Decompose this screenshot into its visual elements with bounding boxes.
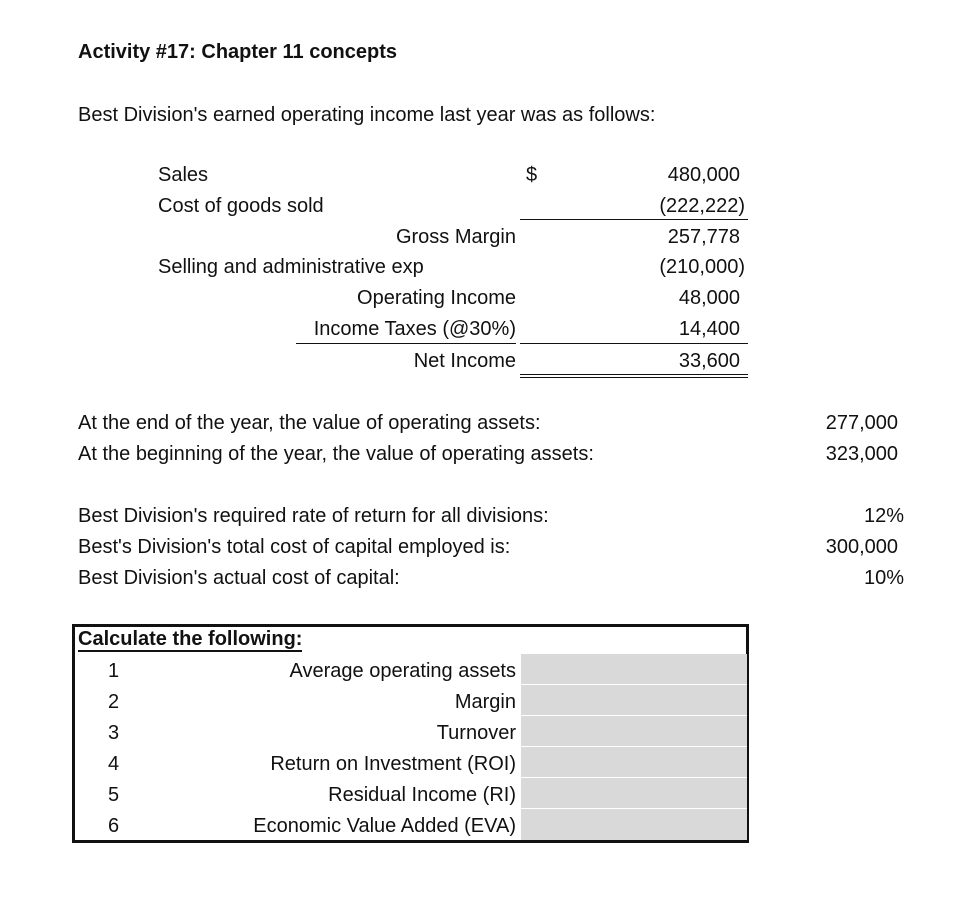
answer-cell-2[interactable] [521,685,747,716]
gross-margin-label: Gross Margin [395,226,516,248]
answer-cell-3[interactable] [521,716,747,747]
intro-text: Best Division's earned operating income last year was as follows: [78,104,656,126]
answer-cell-4[interactable] [521,747,747,778]
item-label: Turnover [436,722,516,744]
page-title: Activity #17: Chapter 11 concepts [78,41,398,63]
cogs-value: (222,222) [659,195,745,217]
item-number: 3 [108,722,120,744]
cogs-label: Cost of goods sold [158,195,324,217]
calculate-heading: Calculate the following: [78,628,303,650]
answer-cell-6[interactable] [521,809,747,840]
sga-label: Selling and administrative exp [158,256,424,278]
sales-value: 480,000 [667,164,740,186]
answer-cell-5[interactable] [521,778,747,809]
item-number: 1 [108,660,120,682]
assets-begin-label: At the beginning of the year, the value of operating assets: [78,443,594,465]
item-label: Residual Income (RI) [328,784,516,806]
net-income-label: Net Income [413,350,516,372]
net-income-value: 33,600 [678,350,740,372]
item-label: Margin [454,691,516,713]
gross-margin-value: 257,778 [667,226,740,248]
answer-column [521,654,747,840]
item-number: 2 [108,691,120,713]
item-label: Economic Value Added (EVA) [253,815,516,837]
capital-employed-value: 300,000 [825,536,898,558]
income-taxes-label: Income Taxes (@30%) [313,318,516,340]
capital-employed-label: Best's Division's total cost of capital employed is: [78,536,511,558]
taxes-value-underline [520,343,748,344]
assets-end-value: 277,000 [825,412,898,434]
assets-begin-value: 323,000 [825,443,898,465]
cost-of-capital-value: 10% [863,567,904,589]
currency-symbol: $ [526,164,538,186]
sga-value: (210,000) [659,256,745,278]
answer-cell-1[interactable] [521,654,747,685]
cogs-underline [520,219,748,220]
income-taxes-value: 14,400 [678,318,740,340]
item-label: Average operating assets [289,660,516,682]
operating-income-value: 48,000 [678,287,740,309]
cost-of-capital-label: Best Division's actual cost of capital: [78,567,400,589]
item-number: 6 [108,815,120,837]
required-return-value: 12% [863,505,904,527]
sales-label: Sales [158,164,209,186]
item-label: Return on Investment (ROI) [270,753,516,775]
operating-income-label: Operating Income [357,287,516,309]
required-return-label: Best Division's required rate of return for all divisions: [78,505,549,527]
taxes-label-underline [296,343,516,344]
assets-end-label: At the end of the year, the value of operating assets: [78,412,541,434]
item-number: 5 [108,784,120,806]
net-income-double-underline [520,374,748,378]
item-number: 4 [108,753,120,775]
